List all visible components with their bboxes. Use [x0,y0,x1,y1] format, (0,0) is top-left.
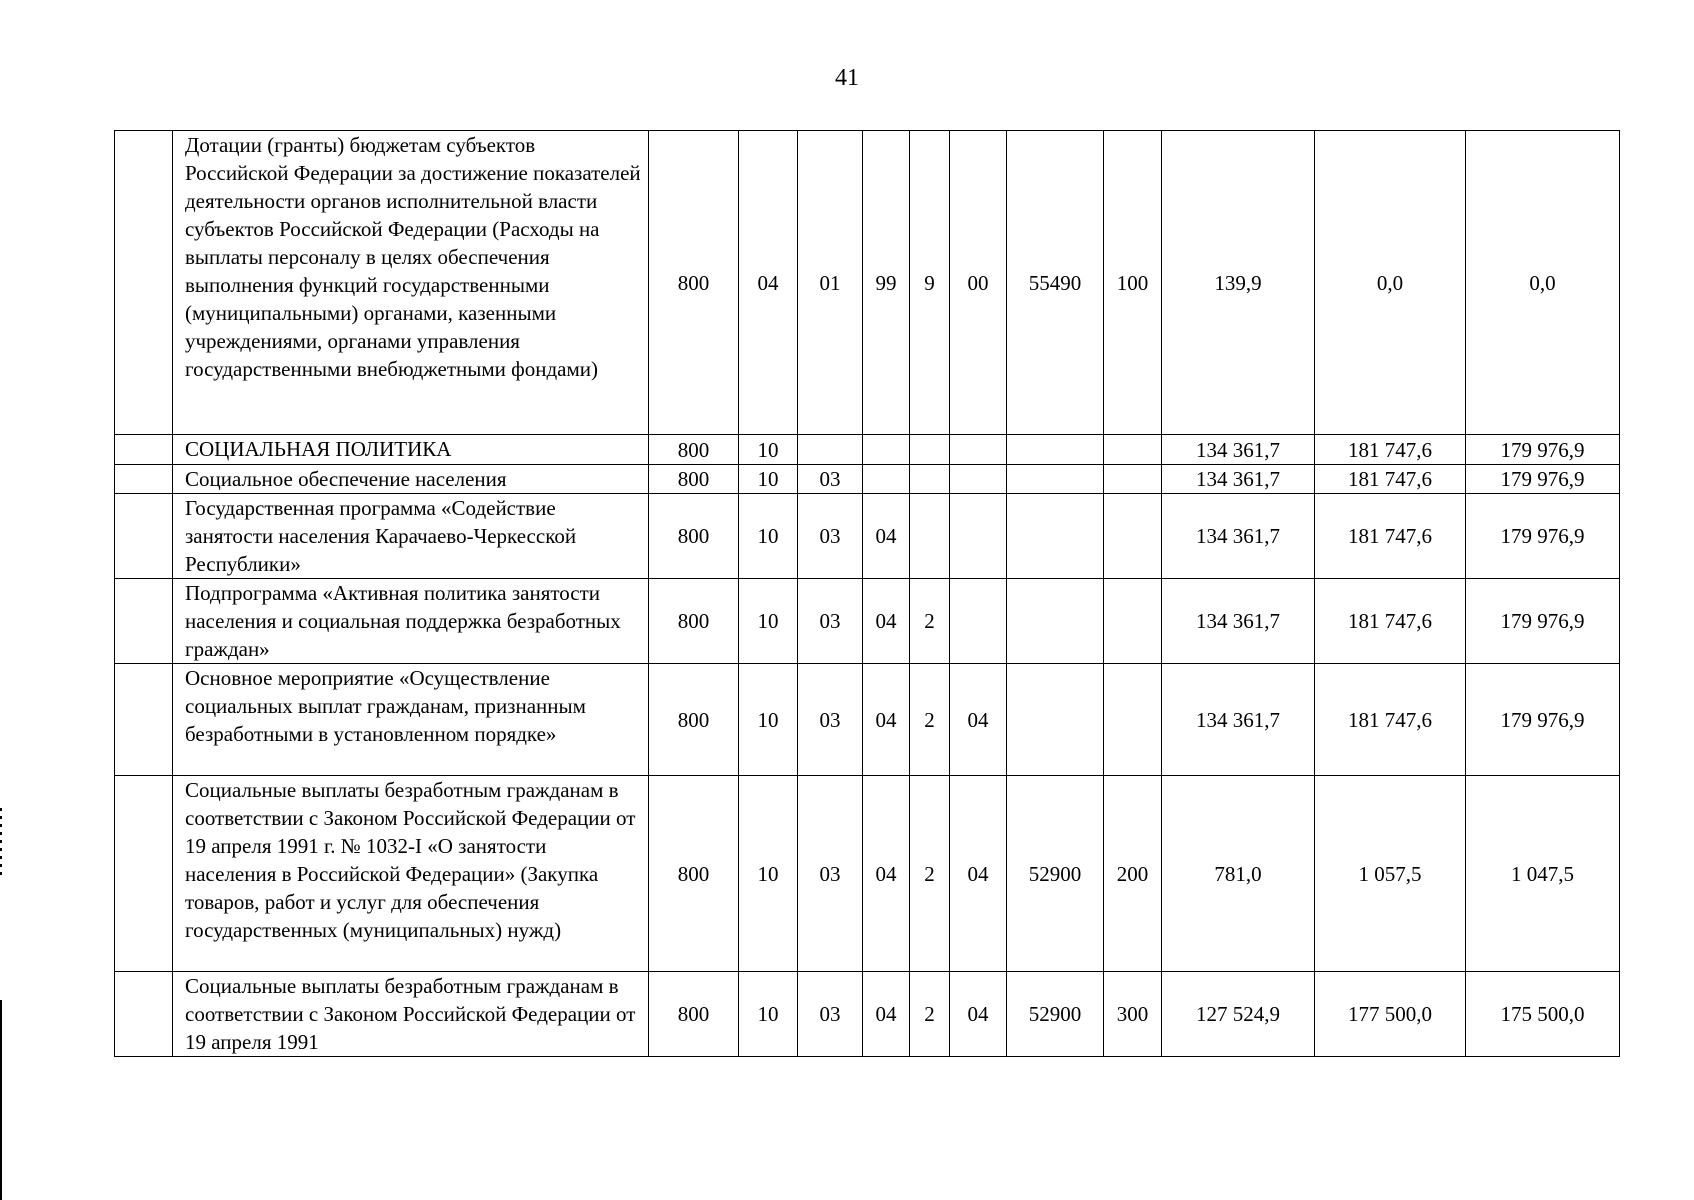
code-cell: 10 [739,465,798,494]
amount-cell: 0,0 [1315,131,1466,435]
code-cell: 04 [739,131,798,435]
table-row [115,664,1620,776]
row-number-cell [115,435,173,465]
code-cell [950,494,1007,579]
code-cell: 03 [798,579,863,664]
code-cell: 2 [910,579,950,664]
table-row [115,776,1620,972]
amount-cell: 181 747,6 [1315,579,1466,664]
amount-cell: 179 976,9 [1466,494,1620,579]
code-cell [910,494,950,579]
code-cell [1007,664,1104,776]
amount-cell: 181 747,6 [1315,435,1466,465]
amount-cell: 179 976,9 [1466,435,1620,465]
amount-cell: 139,9 [1162,131,1315,435]
code-cell [1007,579,1104,664]
amount-cell: 1 047,5 [1466,776,1620,972]
code-cell: 03 [798,494,863,579]
row-name-cell: Социальное обеспечение населения [173,465,649,494]
amount-cell: 134 361,7 [1162,494,1315,579]
amount-cell: 134 361,7 [1162,465,1315,494]
row-name-cell: Подпрограмма «Активная политика занятости населения и социальная поддержка безработных граждан» [173,579,649,664]
code-cell [950,435,1007,465]
code-cell: 03 [798,972,863,1057]
code-cell: 800 [649,776,739,972]
amount-cell: 134 361,7 [1162,435,1315,465]
code-cell: 800 [649,972,739,1057]
code-cell [950,465,1007,494]
amount-cell: 179 976,9 [1466,664,1620,776]
code-cell: 04 [863,776,910,972]
code-cell: 52900 [1007,776,1104,972]
amount-cell: 0,0 [1466,131,1620,435]
scan-edge-line [0,1000,2,1200]
code-cell: 10 [739,435,798,465]
code-cell: 800 [649,664,739,776]
amount-cell: 179 976,9 [1466,579,1620,664]
table-row [115,435,1620,465]
code-cell: 100 [1104,131,1162,435]
code-cell: 99 [863,131,910,435]
code-cell: 03 [798,664,863,776]
code-cell: 2 [910,776,950,972]
row-name-cell: СОЦИАЛЬНАЯ ПОЛИТИКА [173,435,649,465]
amount-cell: 179 976,9 [1466,465,1620,494]
code-cell [798,435,863,465]
code-cell: 52900 [1007,972,1104,1057]
code-cell: 04 [950,972,1007,1057]
table-row [115,131,1620,435]
row-number-cell [115,131,173,435]
amount-cell: 781,0 [1162,776,1315,972]
row-number-cell [115,776,173,972]
code-cell [1104,435,1162,465]
code-cell: 04 [863,664,910,776]
amount-cell: 134 361,7 [1162,664,1315,776]
row-name-cell: Социальные выплаты безработным гражданам в соответствии с Законом Российской Федерации от 19 апреля 1991 г. № 1032-I «О занятости населения в Российской Федерации» (Закупка товаров, работ и услуг для обеспечения государственных (муниципальных) нужд) [173,776,649,972]
row-name-cell: Социальные выплаты безработным гражданам в соответствии с Законом Российской Федерации от 19 апреля 1991 [173,972,649,1057]
code-cell: 03 [798,776,863,972]
code-cell [1104,494,1162,579]
row-number-cell [115,972,173,1057]
code-cell: 00 [950,131,1007,435]
table-row [115,579,1620,664]
budget-table [114,130,1620,1057]
code-cell: 300 [1104,972,1162,1057]
table-row [115,465,1620,494]
code-cell: 10 [739,972,798,1057]
code-cell: 2 [910,972,950,1057]
table-row [115,972,1620,1057]
row-number-cell [115,465,173,494]
row-number-cell [115,579,173,664]
scan-edge-mark [0,808,2,878]
amount-cell: 181 747,6 [1315,664,1466,776]
code-cell: 04 [863,972,910,1057]
code-cell [1104,664,1162,776]
code-cell: 04 [863,494,910,579]
code-cell: 200 [1104,776,1162,972]
code-cell [1007,465,1104,494]
table-row [115,494,1620,579]
code-cell: 10 [739,776,798,972]
row-name-cell: Основное мероприятие «Осуществление социальных выплат гражданам, признанным безработными в установленном порядке» [173,664,649,776]
code-cell: 9 [910,131,950,435]
code-cell: 2 [910,664,950,776]
page-number: 41 [835,65,859,91]
row-number-cell [115,494,173,579]
amount-cell: 175 500,0 [1466,972,1620,1057]
code-cell: 800 [649,494,739,579]
row-number-cell [115,664,173,776]
code-cell: 04 [863,579,910,664]
code-cell: 800 [649,131,739,435]
code-cell: 55490 [1007,131,1104,435]
code-cell: 800 [649,465,739,494]
code-cell: 10 [739,579,798,664]
amount-cell: 134 361,7 [1162,579,1315,664]
code-cell: 01 [798,131,863,435]
code-cell: 10 [739,664,798,776]
code-cell [910,465,950,494]
code-cell: 800 [649,579,739,664]
amount-cell: 181 747,6 [1315,465,1466,494]
code-cell [1104,579,1162,664]
code-cell [863,435,910,465]
code-cell: 04 [950,776,1007,972]
amount-cell: 177 500,0 [1315,972,1466,1057]
code-cell [863,465,910,494]
amount-cell: 1 057,5 [1315,776,1466,972]
code-cell: 04 [950,664,1007,776]
code-cell [950,579,1007,664]
amount-cell: 181 747,6 [1315,494,1466,579]
code-cell: 10 [739,494,798,579]
code-cell: 800 [649,435,739,465]
row-name-cell: Дотации (гранты) бюджетам субъектов Российской Федерации за достижение показателей деятельности органов исполнительной власти субъектов Российской Федерации (Расходы на выплаты персоналу в целях обеспечения выполнения функций государственными (муниципальными) органами, казенными учреждениями, органами управления государственными внебюджетными фондами) [173,131,649,435]
code-cell: 03 [798,465,863,494]
amount-cell: 127 524,9 [1162,972,1315,1057]
row-name-cell: Государственная программа «Содействие занятости населения Карачаево-Черкесской Республики» [173,494,649,579]
code-cell [1104,465,1162,494]
code-cell [1007,435,1104,465]
code-cell [1007,494,1104,579]
code-cell [910,435,950,465]
